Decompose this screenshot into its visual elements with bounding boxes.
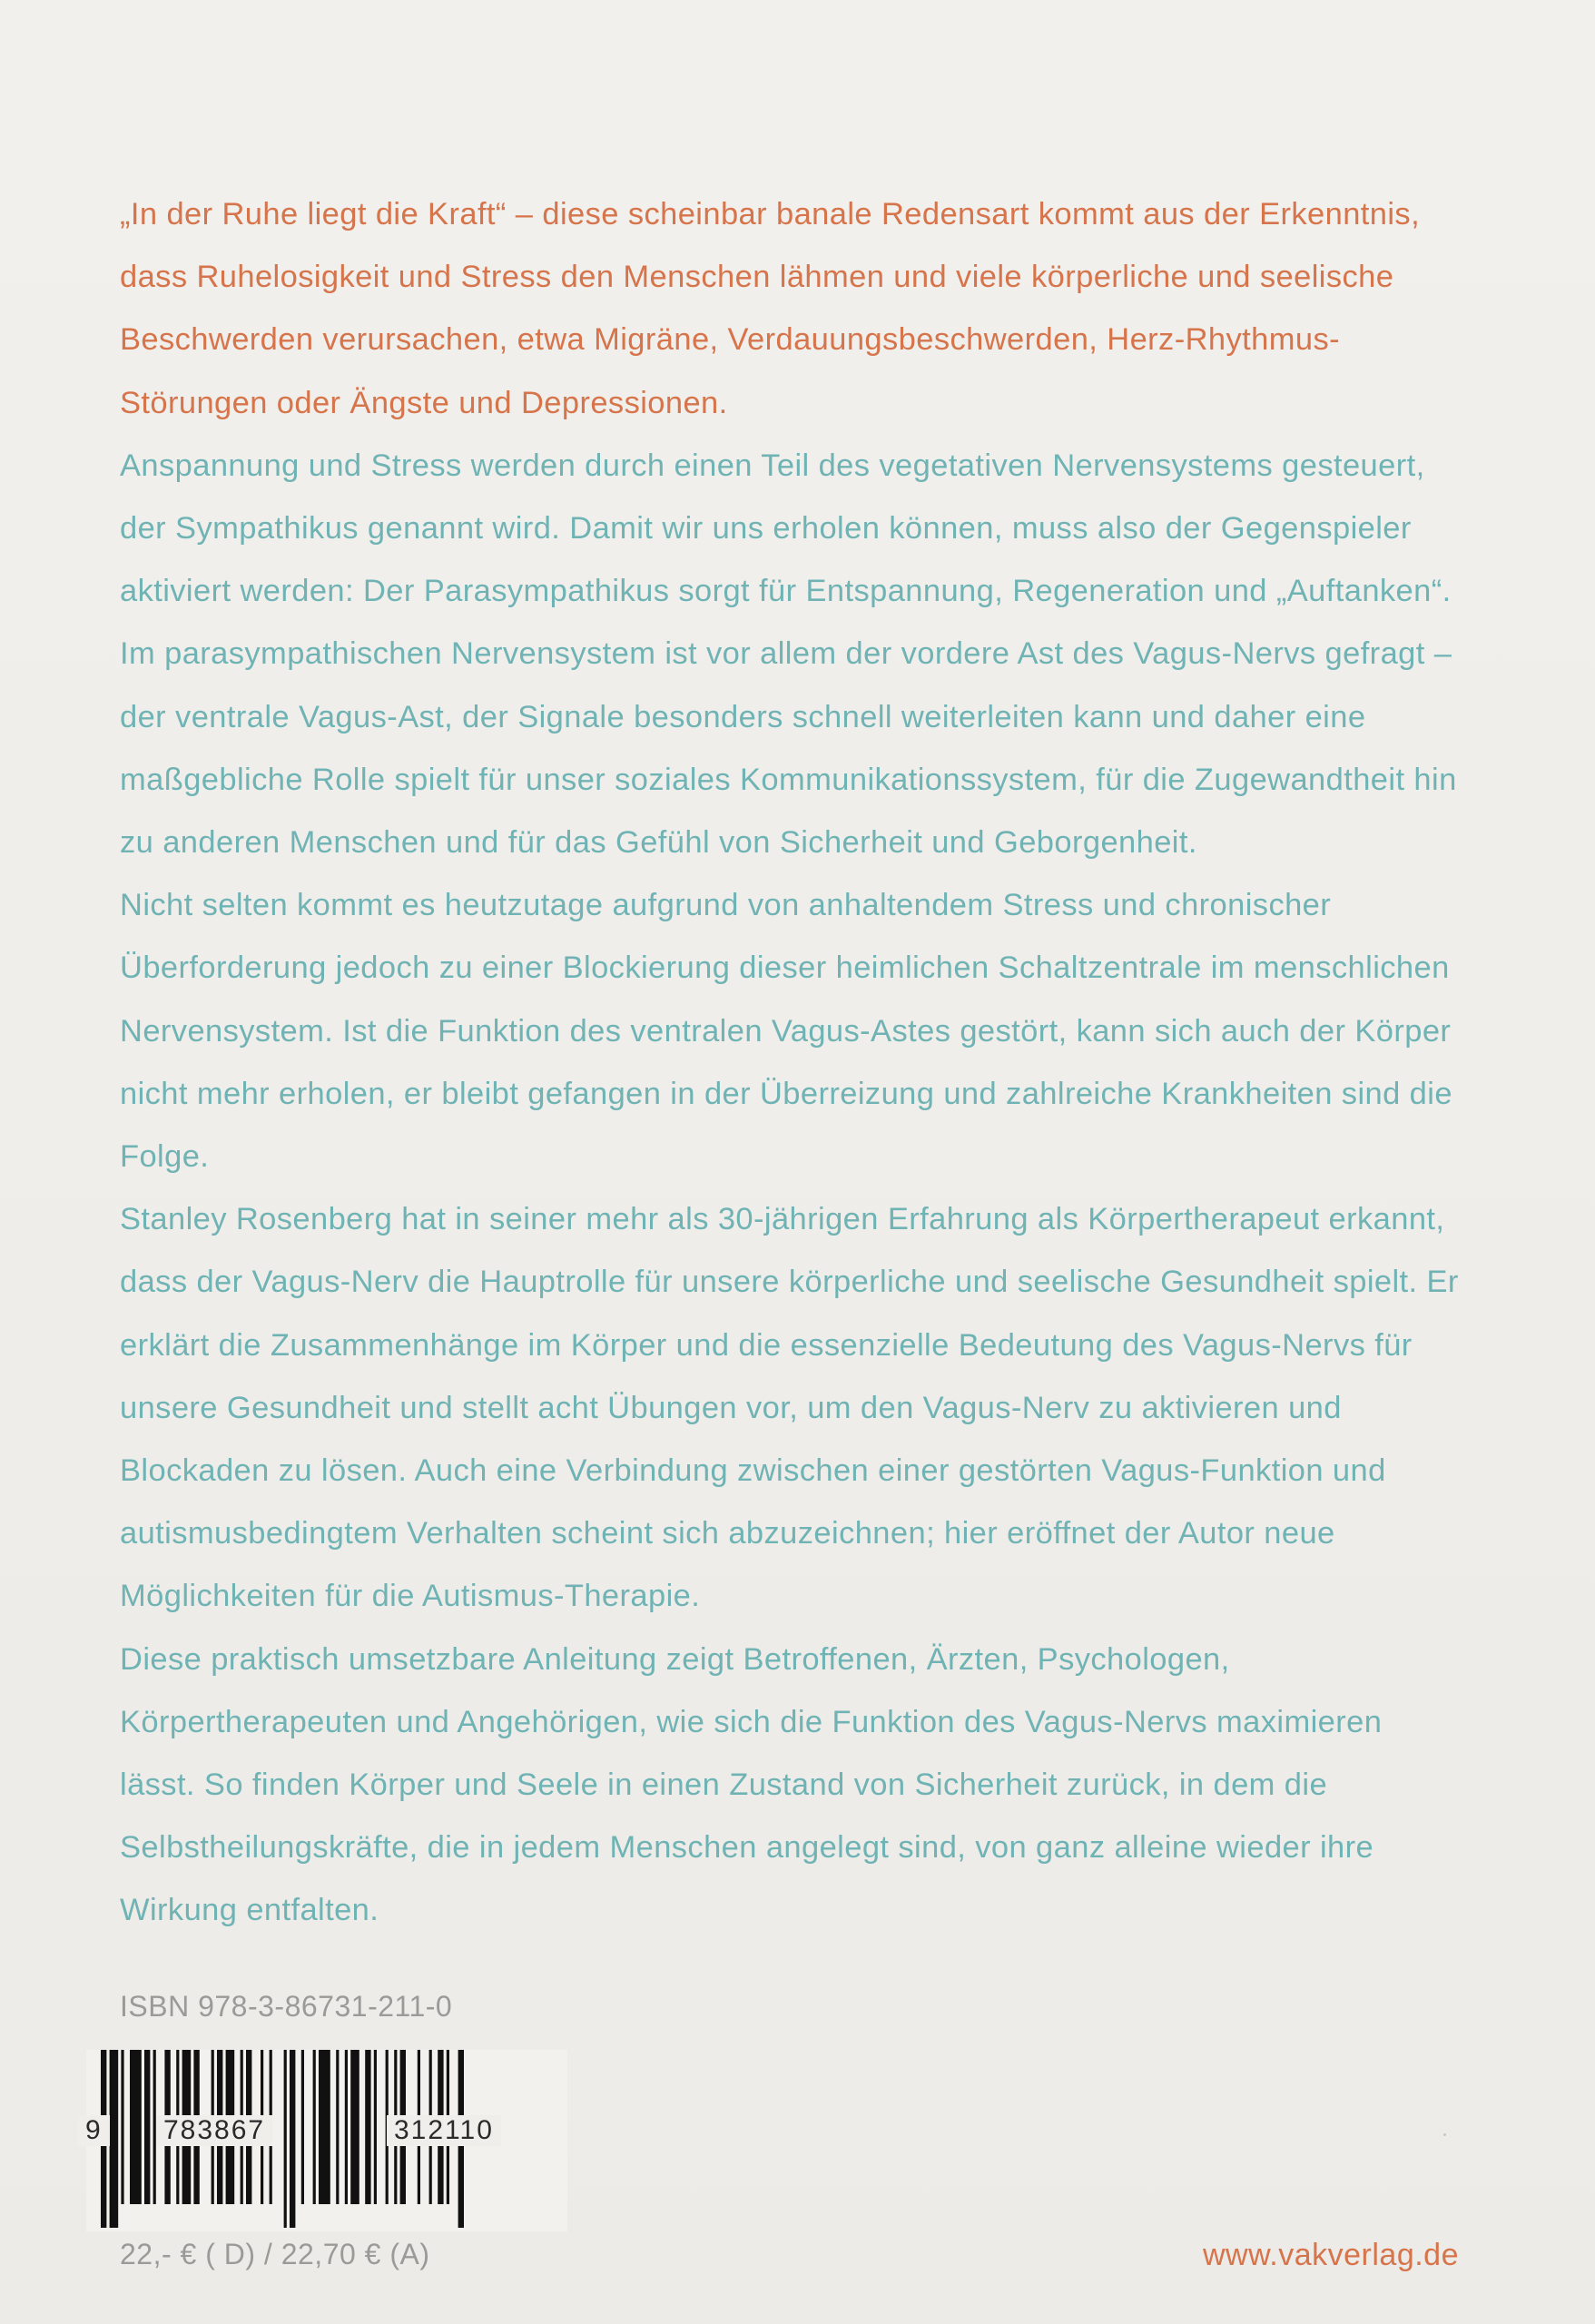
barcode-bar xyxy=(350,2050,359,2204)
barcode-bar xyxy=(319,2050,330,2204)
barcode-bar xyxy=(301,2050,304,2204)
barcode-bar xyxy=(144,2050,150,2204)
publisher-website: www.vakverlag.de xyxy=(1202,2238,1459,2272)
barcode-right-digits: 312110 xyxy=(387,2115,501,2146)
isbn-label: ISBN 978-3-86731-211-0 xyxy=(120,1990,453,2023)
paragraph-rosenberg: Stanley Rosenberg hat in seiner mehr als 30-jährigen Erfahrung als Körpertherapeut erkannt, dass der Vagus-Nerv die Hauptrolle für unsere körperliche und seelische Gesundheit spielt. Er erklärt die Zusammenhänge im Körper und die essenzielle Bedeutung des Vagus-Nervs für unsere Gesundheit und stellt acht Übungen vor, um den Vagus-Nerv zu aktivieren und Blockaden zu lösen. Auch eine Verbindung zwischen einer gestörten Vagus-Funktion und autismusbedingtem Verhalten scheint sich abzuzeichnen; hier eröffnet der Autor neue Möglichkeiten für die Autismus-Therapie. xyxy=(120,1202,1459,1614)
barcode-bar xyxy=(110,2050,119,2228)
price-label: 22,- € ( D) / 22,70 € (A) xyxy=(120,2238,430,2270)
barcode-bar xyxy=(313,2050,316,2204)
barcode-bar xyxy=(365,2050,370,2204)
barcode-bar xyxy=(290,2050,295,2228)
barcode-bar xyxy=(121,2050,123,2204)
barcode-bar xyxy=(130,2050,142,2204)
paragraph-blockierung: Nicht selten kommt es heutzutage aufgrund von anhaltendem Stress und chronischer Überforderung jedoch zu einer Blockierung dieser heimlichen Schaltzentrale im menschlichen Nervensystem. Ist die Funktion des ventralen Vagus-Astes gestört, kann sich auch der Körper nicht mehr erholen, er bleibt gefangen in der Überreizung und zahlreiche Krankheiten sind die Folge. xyxy=(120,888,1452,1175)
barcode-first-digit: 9 xyxy=(78,2115,110,2146)
barcode-bar xyxy=(374,2050,377,2204)
blurb-text xyxy=(120,183,1463,1943)
paragraph-anleitung: Diese praktisch umsetzbare Anleitung zeigt Betroffenen, Ärzten, Psychologen, Körpertherapeuten und Angehörigen, wie sich die Funktion des Vagus-Nervs maximieren lässt. So finden Körper und Seele in einen Zustand von Sicherheit zurück, in dem die Selbstheilungskräfte, die in jedem Menschen angelegt sind, von ganz alleine wieder ihre Wirkung entfalten. xyxy=(120,1641,1383,1928)
barcode-bar xyxy=(284,2050,287,2228)
barcode-bar xyxy=(345,2050,348,2204)
intro-paragraph: „In der Ruhe liegt die Kraft“ – diese scheinbar banale Redensart kommt aus der Erkenntnis, dass Ruhelosigkeit und Stress den Menschen lähmen und viele körperliche und seelische Beschwerden verursachen, etwa Migräne, Verdauungsbeschwerden, Herz-Rhythmus-Störungen oder Ängste und Depressionen. xyxy=(120,197,1421,420)
paper-speck xyxy=(1443,2133,1446,2136)
paragraph-sympathikus: Anspannung und Stress werden durch einen Teil des vegetativen Nervensystems gesteuert, der Sympathikus genannt wird. Damit wir uns erholen können, muss also der Gegenspieler aktiviert werden: Der Parasympathikus sorgt für Entspannung, Regeneration und „Auftanken“. Im parasympathischen Nervensystem ist vor allem der vordere Ast des Vagus-Nervs gefragt – der ventrale Vagus-Ast, der Signale besonders schnell weiterleiten kann und daher eine maßgebliche Rolle spielt für unser soziales Kommunikationssystem, für die Zugewandtheit hin zu anderen Menschen und für das Gefühl von Sicherheit und Geborgenheit. xyxy=(120,448,1457,861)
barcode-bar xyxy=(336,2050,339,2204)
barcode-left-digits: 783867 xyxy=(156,2115,272,2146)
